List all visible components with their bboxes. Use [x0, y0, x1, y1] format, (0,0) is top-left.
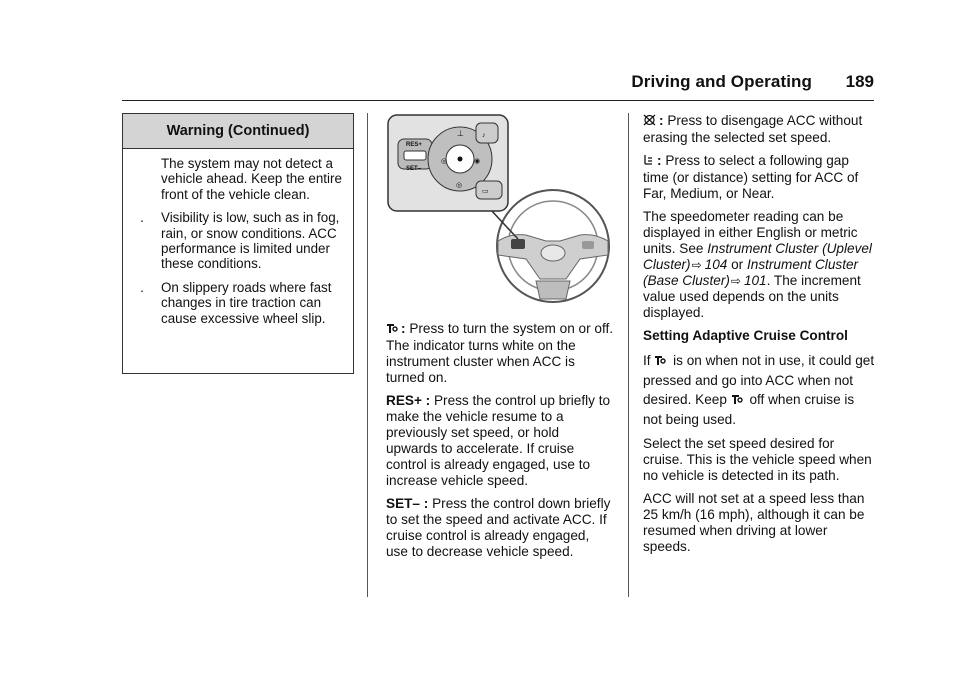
cruise-on-off-icon — [731, 391, 743, 410]
svg-text:◎: ◎ — [441, 158, 448, 165]
cancel-paragraph: : Press to disengage ACC without erasing the selected set speed. — [643, 113, 863, 145]
section-title: Driving and Operating — [631, 72, 812, 91]
svg-text:◎: ◎ — [456, 182, 463, 189]
acc-minimum-paragraph: ACC will not set at a speed less than 25 km/h (16 mph), although it can be resumed when driving at lower speeds. — [643, 491, 865, 554]
warning-item-text: On slippery roads where fast changes in tire traction can cause excessive wheel slip. — [161, 279, 332, 326]
warning-intro: The system may not detect a vehicle ahead. Keep the entire front of the vehicle clean. — [161, 156, 342, 202]
bullet: . — [140, 210, 144, 226]
ref-base-cluster[interactable]: Instrument Cluster (Base Cluster) — [643, 257, 859, 288]
on-off-paragraph: : Press to turn the system on or off. The indicator turns white on the instrument cluster when ACC is turned on. — [386, 321, 614, 385]
column-divider-left — [367, 113, 368, 597]
warning-item-text: Visibility is low, such as in fog, rain, or snow conditions. ACC performance is limited under these conditions. — [161, 210, 340, 272]
on-off-desc: Press to turn the system on or off. The indicator turns white on the instrument cluster when ACC is turned on. — [386, 321, 614, 385]
following-gap-icon — [643, 154, 654, 170]
warning-body — [123, 149, 353, 326]
cancel-desc: Press to disengage ACC without erasing the selected set speed. — [643, 113, 863, 145]
steering-wheel-illustration — [386, 113, 611, 308]
control-callout — [388, 115, 508, 211]
middle-column — [386, 321, 614, 567]
if-paragraph: If is on when not in use, it could get pressed and go into ACC when not desired. Keep off when cruise is not being used. — [643, 353, 875, 427]
right-column — [643, 113, 875, 562]
cruise-on-off-icon — [654, 352, 666, 371]
res-paragraph — [386, 393, 614, 489]
svg-text:◉: ◉ — [474, 158, 481, 165]
page-ref-arrow-icon: ⇨ — [691, 258, 702, 272]
bullet: . — [140, 279, 144, 295]
steering-wheel — [497, 190, 609, 302]
gap-desc: Press to select a following gap time (or distance) setting for ACC of Far, Medium, or Near. — [643, 153, 859, 201]
svg-text:♪: ♪ — [482, 132, 486, 139]
ref-page-104[interactable]: 104 — [704, 257, 728, 272]
cruise-on-off-icon — [386, 322, 398, 338]
gap-paragraph: : Press to select a following gap time (or distance) setting for ACC of Far, Medium, or Near. — [643, 153, 859, 201]
steering-wheel-controls-figure — [386, 113, 611, 308]
set-paragraph — [386, 496, 614, 560]
ref-uplevel-cluster[interactable]: Instrument Cluster (Uplevel Cluster) — [643, 241, 872, 272]
page-ref-arrow-icon: ⇨ — [730, 274, 741, 288]
svg-text:▭: ▭ — [482, 188, 489, 195]
cancel-icon — [643, 114, 656, 130]
warning-box — [122, 113, 354, 374]
svg-text:⊥: ⊥ — [457, 129, 464, 138]
warning-item — [123, 210, 345, 272]
warning-item — [123, 280, 345, 326]
page-header — [122, 70, 874, 101]
set-desc: Press the control down briefly to set the speed and activate ACC. If cruise control is already engaged, use to decrease vehicle speed. — [386, 496, 611, 559]
res-desc: Press the control up briefly to make the vehicle resume to a previously set speed, or hold upwards to accelerate. If cruise control is already engaged, use to increase vehicle speed. — [386, 393, 611, 488]
set-term: SET– : — [386, 496, 429, 511]
select-speed-paragraph: Select the set speed desired for cruise. This is the vehicle speed when no vehicle is detected in its path. — [643, 436, 872, 483]
res-term: RES+ : — [386, 393, 431, 408]
speedometer-paragraph: The speedometer reading can be displayed in either English or metric units. See Instrument Cluster (Uplevel Cluster)⇨ 104 or Instrument Cluster (Base Cluster)⇨ 101. The increment value used depends on the units displayed. — [643, 209, 872, 320]
page-number: 189 — [845, 72, 874, 91]
column-divider-right — [628, 113, 629, 597]
setting-acc-heading: Setting Adaptive Cruise Control — [643, 328, 848, 343]
set-minus-label: SET– — [406, 166, 422, 172]
warning-title: Warning (Continued) — [123, 114, 353, 149]
ref-page-101[interactable]: 101 — [743, 273, 767, 288]
res-plus-label: RES+ — [406, 142, 422, 148]
